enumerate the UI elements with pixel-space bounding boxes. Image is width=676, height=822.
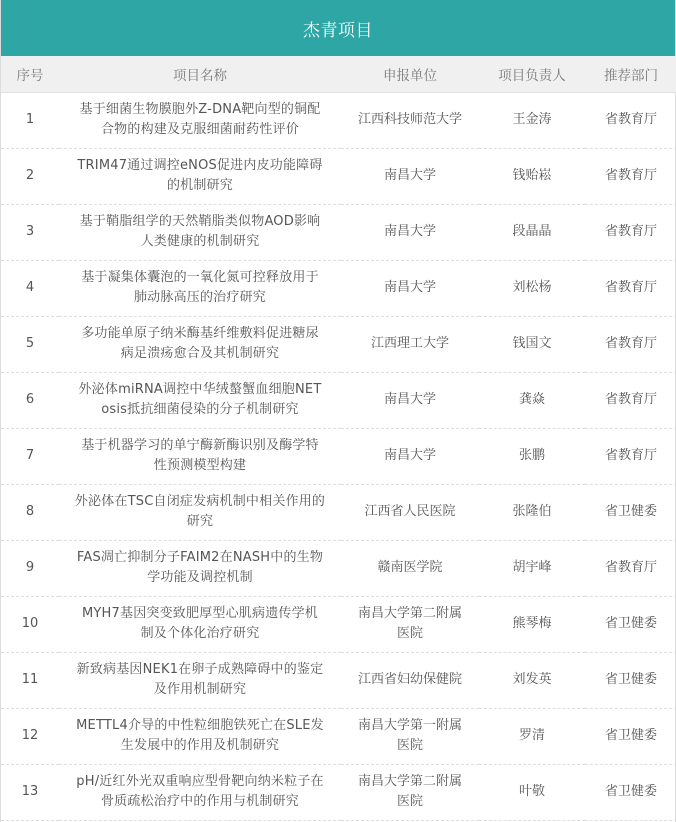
header-row — [1, 56, 676, 92]
project-name-line-2: 人类健康的机制研究 — [140, 234, 260, 249]
project-name-line-2: 合物的构建及克服细菌耐药性评价 — [100, 122, 299, 137]
project-name-line-2: 骨质疏松治疗中的作用与机制研究 — [100, 794, 299, 809]
project-name-line-2: 研究 — [186, 514, 214, 529]
unit-line-1: 南昌大学 — [383, 392, 436, 407]
project-name-line-2: 病足溃疡愈合及其机制研究 — [120, 346, 280, 361]
cell-project-name — [59, 372, 341, 428]
cell-leader: 钱国文 — [479, 316, 585, 372]
cell-no: 6 — [1, 372, 59, 428]
table-row — [1, 260, 676, 316]
table-row — [1, 204, 676, 260]
unit-line-2: 医院 — [396, 738, 423, 753]
unit-line-1: 南昌大学 — [383, 224, 436, 239]
project-name-line-1: 外泌体miRNA调控中华绒螯蟹血细胞NET — [78, 382, 322, 397]
unit-line-2: 医院 — [396, 794, 423, 809]
table-row — [1, 428, 676, 484]
cell-project-name — [59, 92, 341, 148]
table-body — [1, 92, 676, 820]
header-leader: 项目负责人 — [479, 56, 585, 92]
cell-leader: 王金涛 — [479, 92, 585, 148]
cell-unit — [341, 596, 479, 652]
header-project-name: 项目名称 — [59, 56, 341, 92]
unit-line-1: 江西理工大学 — [370, 336, 449, 351]
cell-leader: 胡宇峰 — [479, 540, 585, 596]
table-row — [1, 92, 676, 148]
project-name-line-2: 制及个体化治疗研究 — [140, 626, 260, 641]
cell-no: 2 — [1, 148, 59, 204]
unit-line-2: 医院 — [396, 626, 423, 641]
project-name-line-2: osis抵抗细菌侵染的分子机制研究 — [101, 402, 299, 417]
cell-unit — [341, 92, 479, 148]
project-name-line-2: 生发展中的作用及机制研究 — [120, 738, 280, 753]
cell-project-name — [59, 652, 341, 708]
project-name-line-1: 基于细菌生物膜胞外Z-DNA靶向型的铜配 — [79, 102, 321, 117]
project-name-line-1: 新致病基因NEK1在卵子成熟障碍中的鉴定 — [76, 662, 324, 677]
cell-project-name — [59, 708, 341, 764]
cell-dept: 省卫健委 — [585, 484, 676, 540]
table-title: 杰青项目 — [303, 20, 373, 41]
cell-leader: 钱贻崧 — [479, 148, 585, 204]
cell-no: 11 — [1, 652, 59, 708]
table-row — [1, 708, 676, 764]
project-name-line-1: METTL4介导的中性粒细胞铁死亡在SLE发 — [76, 718, 324, 733]
cell-unit — [341, 764, 479, 820]
cell-dept: 省教育厅 — [585, 316, 676, 372]
table-header — [1, 56, 676, 92]
cell-no: 7 — [1, 428, 59, 484]
unit-line-1: 南昌大学 — [383, 448, 436, 463]
cell-leader: 龚焱 — [479, 372, 585, 428]
cell-project-name — [59, 428, 341, 484]
table-row — [1, 148, 676, 204]
cell-dept: 省教育厅 — [585, 92, 676, 148]
cell-dept: 省教育厅 — [585, 372, 676, 428]
table-title-bar — [1, 0, 675, 56]
cell-project-name — [59, 540, 341, 596]
cell-dept: 省教育厅 — [585, 148, 676, 204]
cell-project-name — [59, 204, 341, 260]
cell-leader: 段晶晶 — [479, 204, 585, 260]
unit-line-1: 南昌大学第二附属 — [357, 606, 462, 621]
cell-dept: 省卫健委 — [585, 652, 676, 708]
cell-dept: 省教育厅 — [585, 428, 676, 484]
table-row — [1, 372, 676, 428]
table-row — [1, 764, 676, 820]
unit-line-1: 南昌大学第一附属 — [357, 718, 462, 733]
cell-leader: 熊琴梅 — [479, 596, 585, 652]
cell-no: 8 — [1, 484, 59, 540]
project-name-line-2: 学功能及调控机制 — [147, 570, 253, 585]
project-name-line-2: 肺动脉高压的治疗研究 — [133, 290, 266, 305]
cell-leader: 刘松杨 — [479, 260, 585, 316]
cell-dept: 省卫健委 — [585, 764, 676, 820]
unit-line-1: 江西省人民医院 — [364, 504, 456, 519]
cell-project-name — [59, 148, 341, 204]
cell-dept: 省教育厅 — [585, 204, 676, 260]
unit-line-1: 南昌大学 — [383, 168, 436, 183]
cell-dept: 省教育厅 — [585, 540, 676, 596]
cell-unit — [341, 204, 479, 260]
cell-no: 12 — [1, 708, 59, 764]
cell-leader: 张鹏 — [479, 428, 585, 484]
unit-line-1: 江西省妇幼保健院 — [357, 672, 462, 687]
cell-unit — [341, 540, 479, 596]
cell-unit — [341, 708, 479, 764]
cell-unit — [341, 260, 479, 316]
project-name-line-1: FAS凋亡抑制分子FAIM2在NASH中的生物 — [76, 550, 324, 565]
cell-unit — [341, 372, 479, 428]
project-name-line-1: MYH7基因突变致肥厚型心肌病遗传学机 — [81, 606, 318, 621]
unit-line-1: 南昌大学第二附属 — [357, 774, 462, 789]
project-name-line-1: 基于鞘脂组学的天然鞘脂类似物AOD影响 — [79, 214, 321, 229]
project-table — [1, 56, 676, 821]
cell-unit — [341, 316, 479, 372]
cell-leader: 叶敬 — [479, 764, 585, 820]
header-dept: 推荐部门 — [585, 56, 676, 92]
cell-unit — [341, 484, 479, 540]
cell-dept: 省教育厅 — [585, 260, 676, 316]
cell-unit — [341, 148, 479, 204]
cell-unit — [341, 428, 479, 484]
cell-project-name — [59, 484, 341, 540]
project-name-line-1: 基于机器学习的单宁酶新酶识别及酶学特 — [81, 438, 319, 453]
project-name-line-1: 多功能单原子纳米酶基纤维敷料促进糖尿 — [81, 326, 319, 341]
cell-dept: 省卫健委 — [585, 708, 676, 764]
cell-no: 10 — [1, 596, 59, 652]
cell-no: 1 — [1, 92, 59, 148]
unit-line-1: 赣南医学院 — [377, 560, 443, 575]
header-unit: 申报单位 — [341, 56, 479, 92]
unit-line-1: 江西科技师范大学 — [357, 112, 462, 127]
project-name-line-2: 的机制研究 — [166, 178, 233, 193]
project-name-line-2: 性预测模型构建 — [153, 458, 247, 473]
cell-no: 5 — [1, 316, 59, 372]
project-name-line-1: TRIM47通过调控eNOS促进内皮功能障碍 — [77, 158, 323, 173]
cell-no: 13 — [1, 764, 59, 820]
unit-line-1: 南昌大学 — [383, 280, 436, 295]
table-row — [1, 596, 676, 652]
table-row — [1, 652, 676, 708]
cell-project-name — [59, 596, 341, 652]
cell-dept: 省卫健委 — [585, 596, 676, 652]
table-row — [1, 540, 676, 596]
table-row — [1, 316, 676, 372]
cell-project-name — [59, 764, 341, 820]
cell-no: 3 — [1, 204, 59, 260]
project-name-line-1: 外泌体在TSC自闭症发病机制中相关作用的 — [74, 494, 326, 509]
cell-leader: 刘发英 — [479, 652, 585, 708]
cell-leader: 张隆伯 — [479, 484, 585, 540]
table-row — [1, 484, 676, 540]
cell-leader: 罗清 — [479, 708, 585, 764]
project-name-line-1: pH/近红外光双重响应型骨靶向纳米粒子在 — [76, 774, 324, 789]
project-name-line-2: 及作用机制研究 — [153, 682, 247, 697]
cell-unit — [341, 652, 479, 708]
header-no: 序号 — [1, 56, 59, 92]
cell-no: 9 — [1, 540, 59, 596]
project-name-line-1: 基于凝集体囊泡的一氧化氮可控释放用于 — [81, 270, 319, 285]
cell-no: 4 — [1, 260, 59, 316]
cell-project-name — [59, 260, 341, 316]
cell-project-name — [59, 316, 341, 372]
